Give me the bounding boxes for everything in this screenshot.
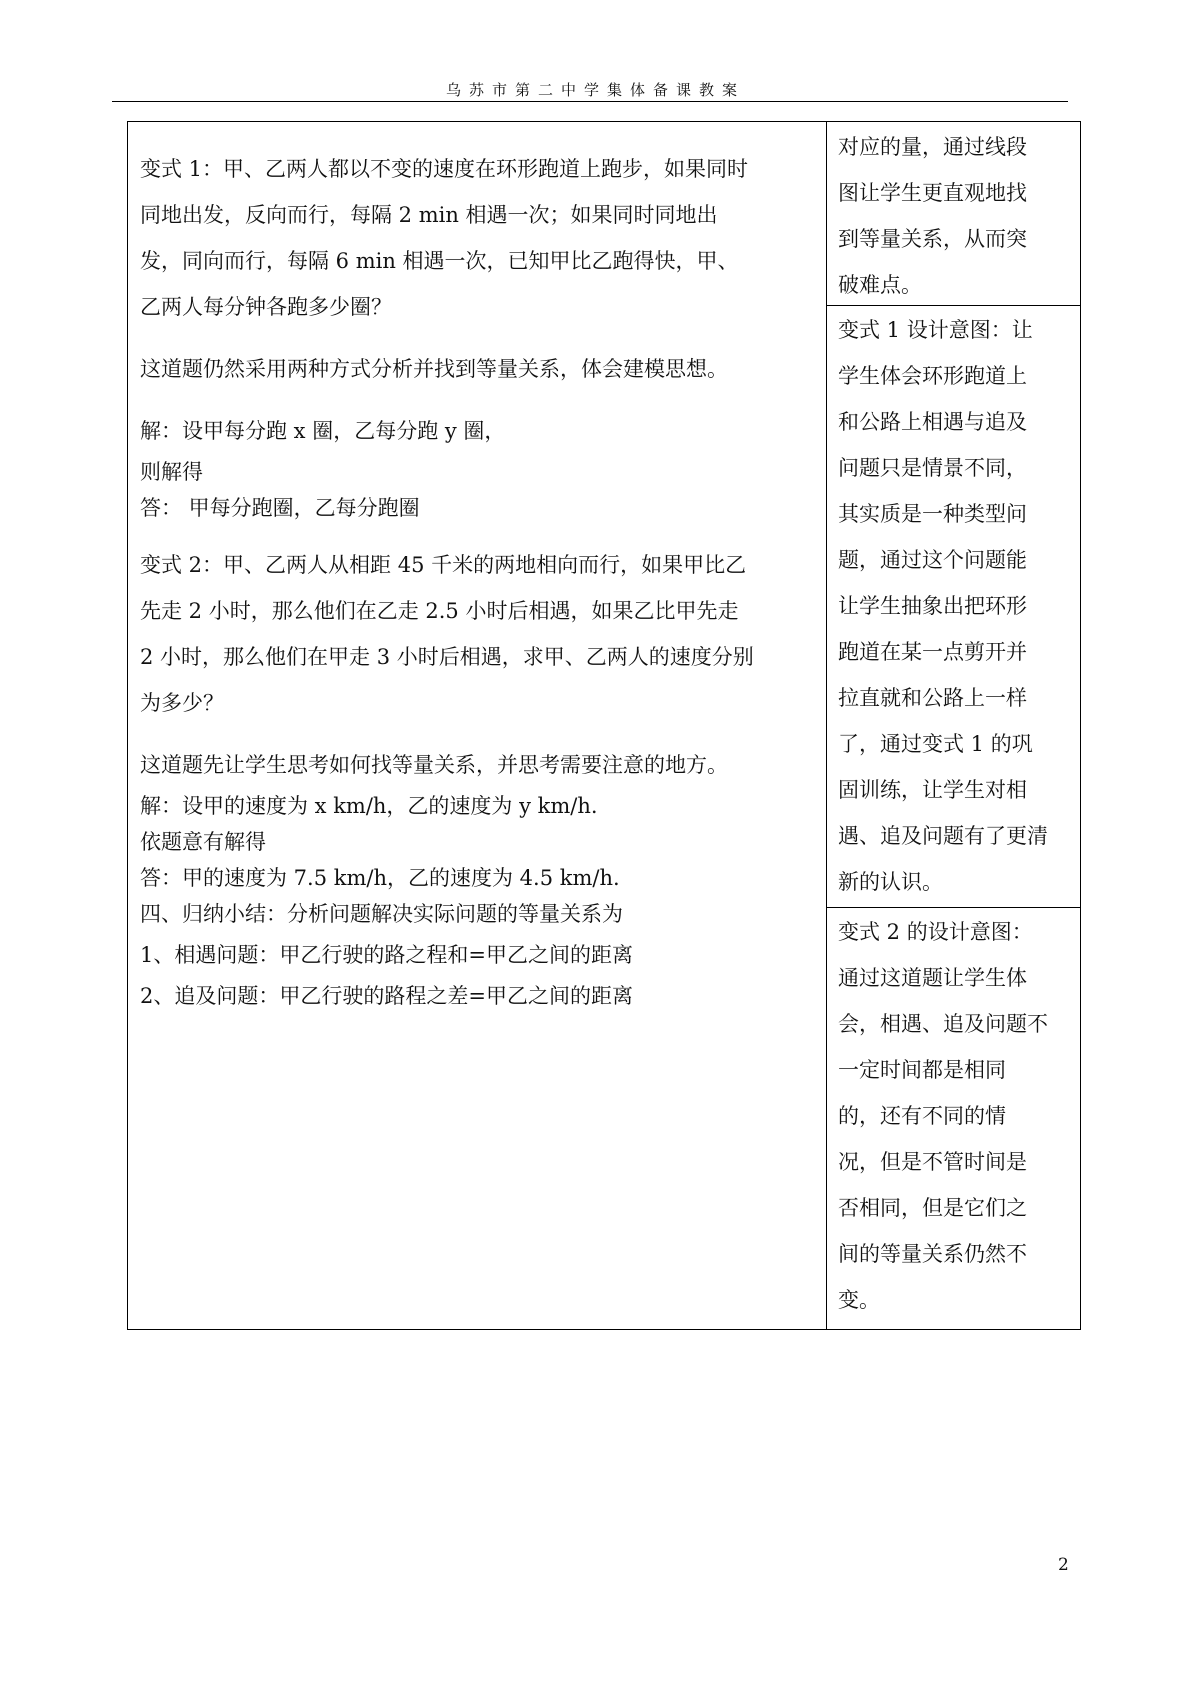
variant-1-question bbox=[140, 146, 820, 330]
text-line: 通过这道题让学生体 bbox=[838, 966, 1027, 990]
summary-heading: 四、归纳小结：分析问题解决实际问题的等量关系为 bbox=[140, 902, 623, 926]
main-content-cell bbox=[140, 146, 820, 1014]
page-number: 2 bbox=[1058, 1555, 1069, 1575]
variant-2-question bbox=[140, 542, 820, 726]
text-line: 学生体会环形跑道上 bbox=[838, 364, 1027, 388]
text-line: 发，同向而行，每隔 6 min 相遇一次，已知甲比乙跑得快，甲、 bbox=[140, 249, 739, 273]
text-line: 题，通过这个问题能 bbox=[838, 548, 1027, 572]
summary-item: 2、追及问题：甲乙行驶的路程之差=甲乙之间的距离 bbox=[140, 984, 633, 1008]
text-line: 会，相遇、追及问题不 bbox=[838, 1012, 1048, 1036]
text-line: 问题只是情景不同， bbox=[838, 456, 1027, 480]
summary-item: 1、相遇问题：甲乙行驶的路之程和=甲乙之间的距离 bbox=[140, 943, 633, 967]
text-line: 则解得 bbox=[140, 460, 203, 484]
text-line: 固训练，让学生对相 bbox=[838, 778, 1027, 802]
text-line: 了，通过变式 1 的巩 bbox=[838, 732, 1033, 756]
text-line: 对应的量，通过线段 bbox=[838, 135, 1027, 159]
text-line: 一定时间都是相同 bbox=[838, 1058, 1006, 1082]
variant-1-analysis: 这道题仍然采用两种方式分析并找到等量关系，体会建模思想。 bbox=[140, 357, 728, 381]
text-line: 乙两人每分钟各跑多少圈？ bbox=[140, 295, 392, 319]
column-divider bbox=[826, 121, 827, 1330]
text-line: 变式 2 的设计意图： bbox=[838, 920, 1033, 944]
side-cell-key-points bbox=[838, 124, 1078, 308]
text-line: 变式 1：甲、乙两人都以不变的速度在环形跑道上跑步，如果同时 bbox=[140, 157, 749, 181]
text-line: 解：设甲每分跑 x 圈，乙每分跑 y 圈， bbox=[140, 419, 506, 443]
summary bbox=[140, 896, 820, 1014]
text-line: 到等量关系，从而突 bbox=[838, 227, 1027, 251]
text-line: 解：设甲的速度为 x km/h，乙的速度为 y km/h. bbox=[140, 794, 598, 818]
text-line: 变式 1 设计意图：让 bbox=[838, 318, 1033, 342]
text-line: 图让学生更直观地找 bbox=[838, 181, 1027, 205]
text-line: 况，但是不管时间是 bbox=[838, 1150, 1027, 1174]
text-line: 为多少？ bbox=[140, 691, 224, 715]
text-line: 答： 甲每分跑圈，乙每分跑圈 bbox=[140, 496, 420, 520]
text-line: 其实质是一种类型问 bbox=[838, 502, 1027, 526]
side-cell-divider-2 bbox=[826, 907, 1081, 908]
text-line: 同地出发，反向而行，每隔 2 min 相遇一次；如果同时同地出 bbox=[140, 203, 718, 227]
text-line: 否相同，但是它们之 bbox=[838, 1196, 1027, 1220]
side-cell-variant-2-intent bbox=[838, 909, 1078, 1323]
text-line: 的，还有不同的情 bbox=[838, 1104, 1006, 1128]
text-line: 2 小时，那么他们在甲走 3 小时后相遇，求甲、乙两人的速度分别 bbox=[140, 645, 754, 669]
text-line: 遇、追及问题有了更清 bbox=[838, 824, 1048, 848]
document-header-title: 乌苏市第二中学集体备课教案 bbox=[445, 81, 745, 99]
text-line: 新的认识。 bbox=[838, 870, 943, 894]
text-line: 依题意有解得 bbox=[140, 830, 266, 854]
text-line: 破难点。 bbox=[838, 273, 922, 297]
variant-2-solution bbox=[140, 788, 820, 896]
text-line: 跑道在某一点剪开并 bbox=[838, 640, 1027, 664]
header-rule bbox=[112, 101, 1068, 102]
text-line: 答：甲的速度为 7.5 km/h，乙的速度为 4.5 km/h. bbox=[140, 866, 620, 890]
text-line: 变式 2：甲、乙两人从相距 45 千米的两地相向而行，如果甲比乙 bbox=[140, 553, 747, 577]
variant-1-solution bbox=[140, 408, 820, 526]
variant-2-analysis: 这道题先让学生思考如何找等量关系，并思考需要注意的地方。 bbox=[140, 753, 728, 777]
text-line: 让学生抽象出把环形 bbox=[838, 594, 1027, 618]
text-line: 间的等量关系仍然不 bbox=[838, 1242, 1027, 1266]
text-line: 变。 bbox=[838, 1288, 880, 1312]
side-cell-variant-1-intent bbox=[838, 307, 1078, 905]
text-line: 先走 2 小时，那么他们在乙走 2.5 小时后相遇，如果乙比甲先走 bbox=[140, 599, 739, 623]
text-line: 拉直就和公路上一样 bbox=[838, 686, 1027, 710]
text-line: 和公路上相遇与追及 bbox=[838, 410, 1027, 434]
